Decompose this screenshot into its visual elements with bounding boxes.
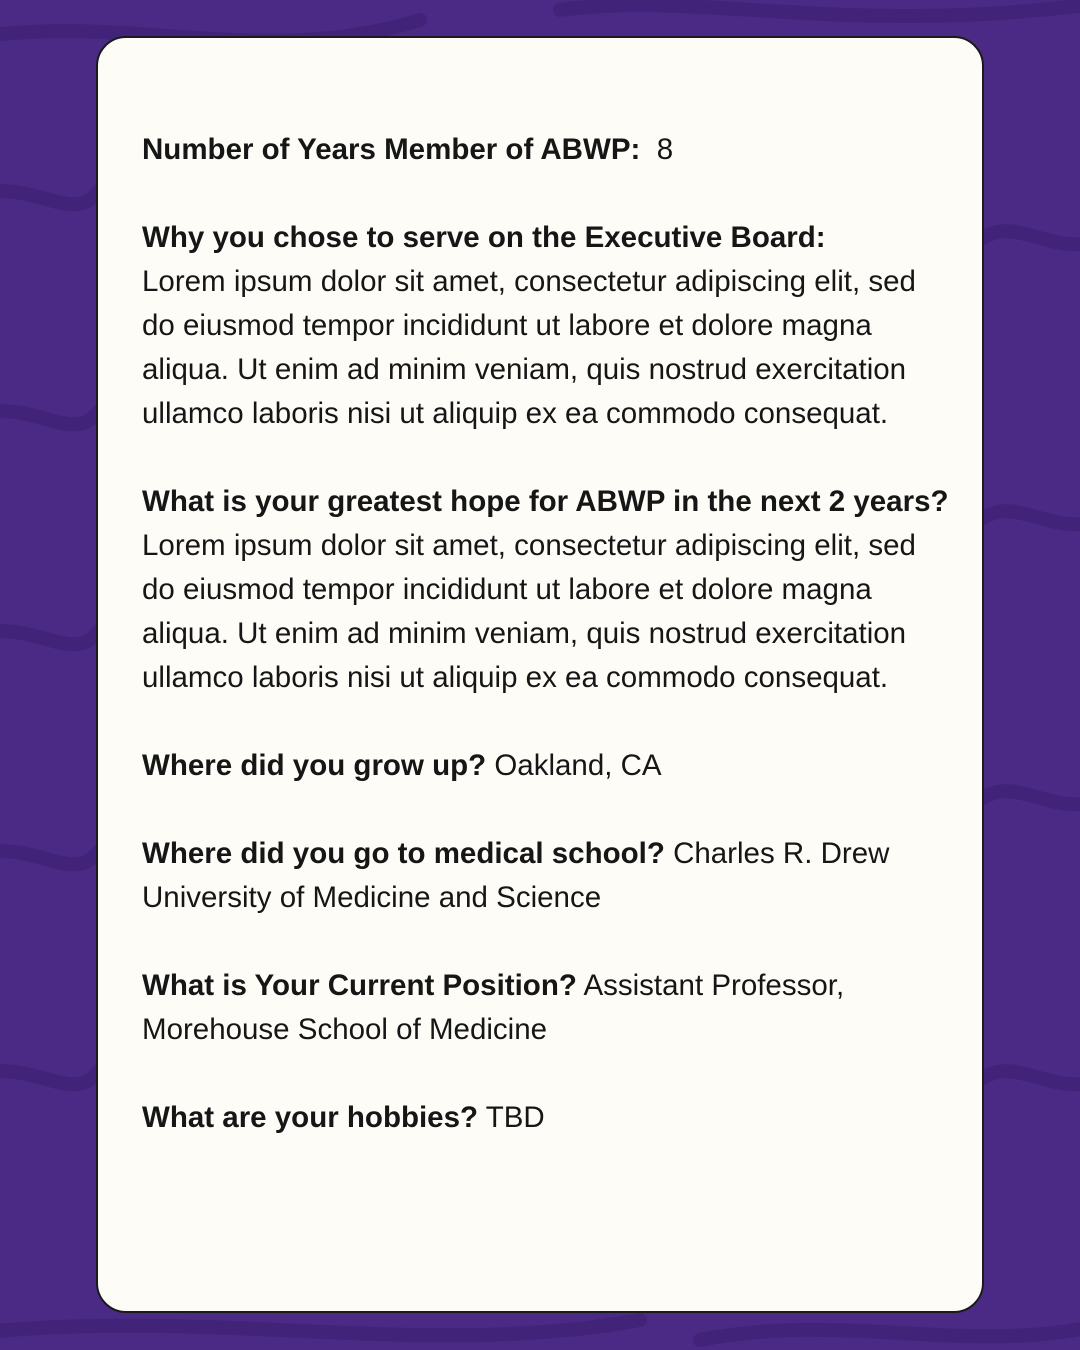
- years-member-question: Number of Years Member of ABWP:: [142, 133, 641, 166]
- hobbies-question: What are your hobbies?: [142, 1101, 479, 1134]
- why-board-question: Why you chose to serve on the Executive Board:: [142, 221, 826, 254]
- greatest-hope-item: [142, 480, 952, 700]
- why-board-item: [142, 216, 952, 436]
- grew-up-question: Where did you grow up?: [142, 749, 487, 782]
- hobbies-item: [142, 1096, 952, 1140]
- greatest-hope-answer: Lorem ipsum dolor sit amet, consectetur adipiscing elit, sed do eiusmod tempor incididunt ut labore et dolore magna aliqua. Ut enim ad minim veniam, quis nostrud exercitation ullamco laboris nisi ut aliquip ex ea commodo consequat.: [142, 529, 916, 694]
- profile-card: [96, 36, 984, 1313]
- years-member-answer: 8: [656, 133, 674, 166]
- current-position-answer: Assistant Professor, Morehouse School of Medicine: [142, 969, 845, 1046]
- current-position-item: [142, 964, 952, 1052]
- greatest-hope-question: What is your greatest hope for ABWP in the next 2 years?: [142, 485, 949, 518]
- medical-school-answer: Charles R. Drew University of Medicine and Science: [142, 837, 890, 914]
- profile-content: [142, 128, 952, 1140]
- grew-up-answer: Oakland, CA: [494, 749, 662, 782]
- medical-school-question: Where did you go to medical school?: [142, 837, 665, 870]
- medical-school-item: [142, 832, 952, 920]
- years-member-item: [142, 128, 952, 172]
- why-board-answer: Lorem ipsum dolor sit amet, consectetur adipiscing elit, sed do eiusmod tempor incididunt ut labore et dolore magna aliqua. Ut enim ad minim veniam, quis nostrud exercitation ullamco laboris nisi ut aliquip ex ea commodo consequat.: [142, 265, 916, 430]
- grew-up-item: [142, 744, 952, 788]
- current-position-question: What is Your Current Position?: [142, 969, 577, 1002]
- hobbies-answer: TBD: [485, 1101, 545, 1134]
